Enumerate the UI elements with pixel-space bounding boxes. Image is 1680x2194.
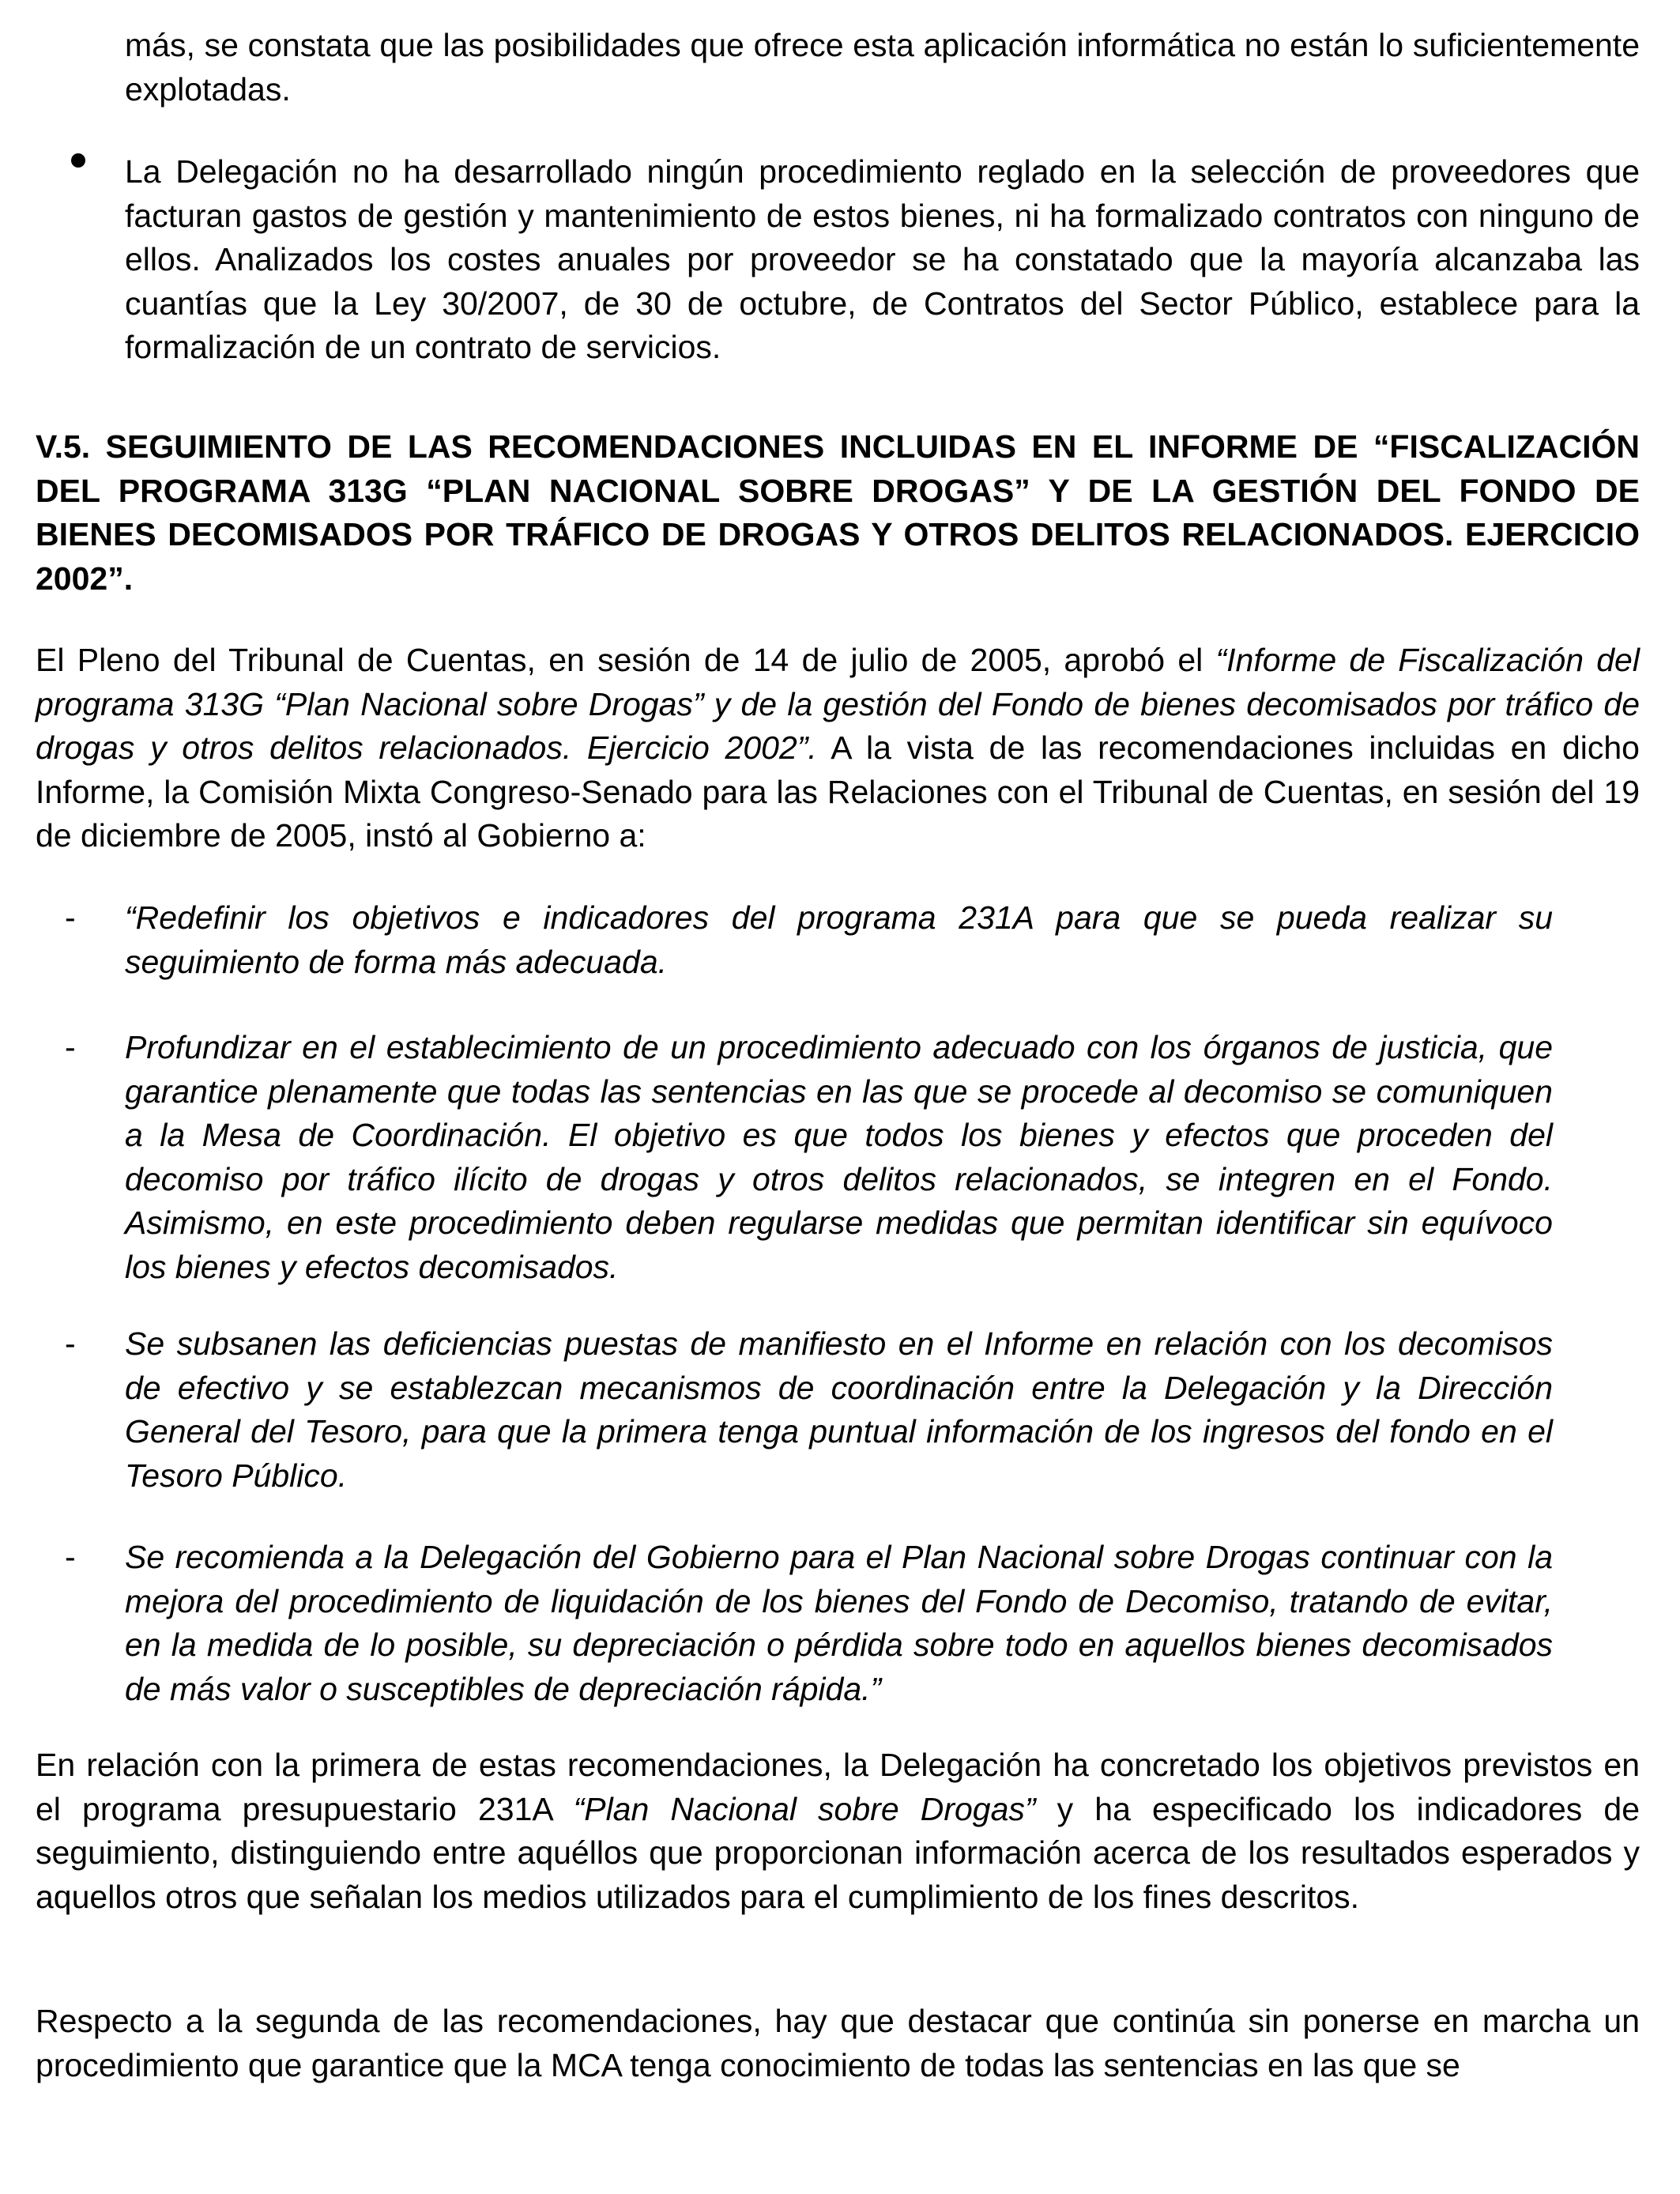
recommendation-marker: - (65, 1325, 76, 1362)
paragraph-text: En relación con la primera de estas recomendaciones, la Delegación ha concretado los objetivos previstos en el programa presupuestario 231A (36, 1747, 1640, 1827)
recommendation-item: Se recomienda a la Delegación del Gobierno para el Plan Nacional sobre Drogas continuar con la mejora del procedimiento de liquidación de los bienes del Fondo de Decomiso, tratando de evitar, en la medida de lo posible, su depreciación o pérdida sobre todo en aquellos bienes decomisados de más valor o susceptibles de depreciación rápida.” (125, 1539, 1553, 1707)
paragraph-second-recommendation: Respecto a la segunda de las recomendaciones, hay que destacar que continúa sin ponerse en marcha un procedimiento que garantice que la MCA tenga conocimiento de todas las sentencias en las que se (36, 2003, 1640, 2083)
intro-text-continued: A la vista de las recomendaciones incluidas en dicho Informe, la Comisión Mixta Congreso-Senado para las Relaciones con el Tribunal de Cuentas, en sesión del 19 de diciembre de 2005, instó al Gobierno a: (36, 729, 1640, 854)
program-name: “Plan Nacional sobre Drogas” (573, 1790, 1036, 1827)
recommendation-marker: - (65, 1539, 76, 1575)
bullet-icon (71, 153, 85, 168)
intro-report-title: “Informe de Fiscalización del programa 313G “Plan Nacional sobre Drogas” y de la gestión del Fondo de bienes decomisados por tráfico de drogas y otros delitos relacionados. Ejercicio 2002”. (36, 642, 1640, 766)
paragraph-first-recommendation (36, 1744, 1640, 1919)
recommendation-item: “Redefinir los objetivos e indicadores del programa 231A para que se pueda realizar su seguimiento de forma más adecuada. (125, 899, 1553, 980)
continuation-paragraph: más, se constata que las posibilidades que ofrece esta aplicación informática no están lo suficientemente explotadas. (125, 27, 1640, 107)
bullet-paragraph: La Delegación no ha desarrollado ningún procedimiento reglado en la selección de proveedores que facturan gastos de gestión y mantenimiento de estos bienes, ni ha formalizado contratos con ninguno de ellos. Analizados los costes anuales por proveedor se ha constatado que la mayoría alcanzaba las cuantías que la Ley 30/2007, de 30 de octubre, de Contratos del Sector Público, establece para la formalización de un contrato de servicios. (125, 153, 1640, 365)
section-heading: V.5. SEGUIMIENTO DE LAS RECOMENDACIONES INCLUIDAS EN EL INFORME DE “FISCALIZACIÓN DEL PROGRAMA 313G “PLAN NACIONAL SOBRE DROGAS” Y DE LA GESTIÓN DEL FONDO DE BIENES DECOMISADOS POR TRÁFICO DE DROGAS Y OTROS DELITOS RELACIONADOS. EJERCICIO 2002”. (36, 428, 1640, 597)
paragraph-text-continued: y ha especificado los indicadores de seguimiento, distinguiendo entre aquéllos que proporcionan información acerca de los resultados esperados y aquellos otros que señalan los medios utilizados para el cumplimiento de los fines descritos. (36, 1790, 1640, 1915)
recommendation-item: Profundizar en el establecimiento de un procedimiento adecuado con los órganos de justicia, que garantice plenamente que todas las sentencias en las que se procede al decomiso se comuniquen a la Mesa de Coordinación. El objetivo es que todos los bienes y efectos que proceden del decomiso por tráfico ilícito de drogas y otros delitos relacionados, se integren en el Fondo. Asimismo, en este procedimiento deben regularse medidas que permitan identificar sin equívoco los bienes y efectos decomisados. (125, 1029, 1553, 1285)
intro-text: El Pleno del Tribunal de Cuentas, en sesión de 14 de julio de 2005, aprobó el (36, 642, 1216, 678)
recommendation-marker: - (65, 899, 76, 936)
recommendation-item: Se subsanen las deficiencias puestas de manifiesto en el Informe en relación con los decomisos de efectivo y se establezcan mecanismos de coordinación entre la Delegación y la Dirección General del Tesoro, para que la primera tenga puntual información de los ingresos del fondo en el Tesoro Público. (125, 1325, 1553, 1494)
recommendation-marker: - (65, 1029, 76, 1065)
intro-paragraph (36, 639, 1640, 858)
